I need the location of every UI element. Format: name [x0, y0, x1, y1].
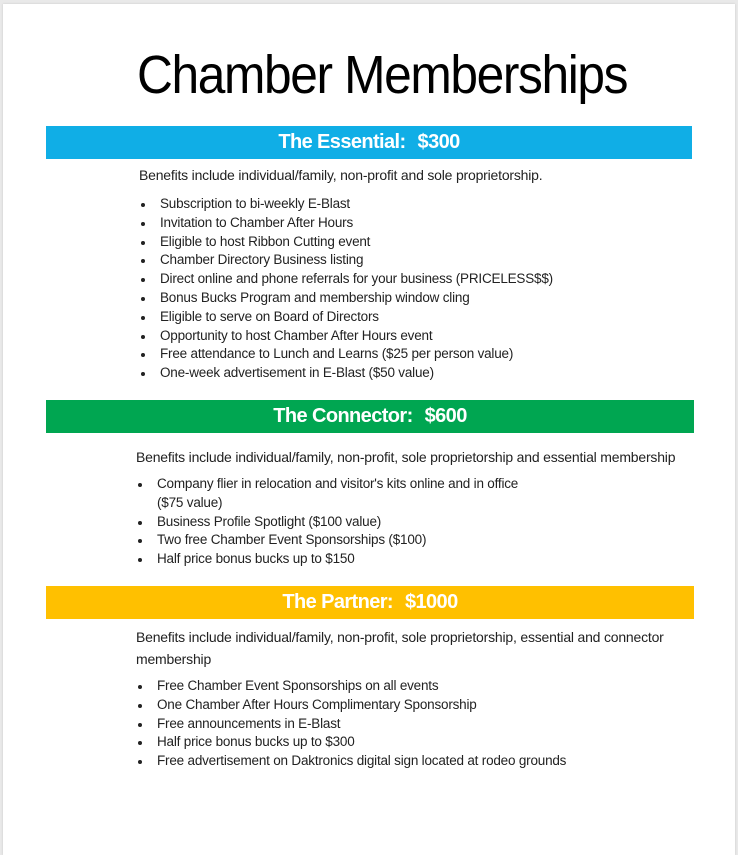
benefit-item: Half price bonus bucks up to $300: [136, 733, 566, 752]
benefit-item: Bonus Bucks Program and membership window cling: [139, 289, 553, 308]
tier-header-essential: [46, 126, 692, 159]
benefit-item: Free announcements in E-Blast: [136, 715, 566, 734]
benefit-item: Direct online and phone referrals for your business (PRICELESS$$): [139, 270, 553, 289]
benefit-list-partner: [136, 677, 566, 771]
benefit-item: Free advertisement on Daktronics digital sign located at rodeo grounds: [136, 752, 566, 771]
benefit-item: Opportunity to host Chamber After Hours event: [139, 327, 553, 346]
benefit-item: One Chamber After Hours Complimentary Sponsorship: [136, 696, 566, 715]
benefit-item: Business Profile Spotlight ($100 value): [136, 513, 526, 532]
benefit-item: Chamber Directory Business listing: [139, 251, 553, 270]
benefit-item: Invitation to Chamber After Hours: [139, 214, 553, 233]
tier-price: $1000: [404, 591, 458, 613]
document-page: [3, 4, 735, 855]
benefit-item: Subscription to bi-weekly E-Blast: [139, 195, 553, 214]
tier-name: The Partner:: [282, 591, 393, 613]
benefit-list-essential: [139, 195, 553, 383]
benefit-list-connector: [136, 475, 526, 569]
tier-header-partner: [46, 586, 694, 619]
benefit-item: Eligible to host Ribbon Cutting event: [139, 233, 553, 252]
tier-name: The Connector:: [273, 405, 413, 427]
tier-header-connector: [46, 400, 694, 433]
benefit-item: Half price bonus bucks up to $150: [136, 550, 526, 569]
tier-price: $600: [424, 405, 467, 427]
tier-intro-essential: Benefits include individual/family, non-profit and sole proprietorship.: [139, 167, 543, 183]
tier-intro-connector: Benefits include individual/family, non-profit, sole proprietorship and essential membership: [136, 449, 676, 465]
benefit-item: Free attendance to Lunch and Learns ($25 per person value): [139, 345, 553, 364]
benefit-item: Company flier in relocation and visitor's kits online and in office ($75 value): [136, 475, 526, 513]
tier-name: The Essential:: [278, 131, 406, 153]
page-title: Chamber Memberships: [137, 45, 628, 105]
benefit-item: Free Chamber Event Sponsorships on all events: [136, 677, 566, 696]
benefit-item: One-week advertisement in E-Blast ($50 value): [139, 364, 553, 383]
tier-intro-partner: Benefits include individual/family, non-profit, sole proprietorship, essential and connector membership: [136, 629, 664, 667]
tier-price: $300: [417, 131, 460, 153]
benefit-item: Two free Chamber Event Sponsorships ($100): [136, 531, 526, 550]
benefit-item: Eligible to serve on Board of Directors: [139, 308, 553, 327]
